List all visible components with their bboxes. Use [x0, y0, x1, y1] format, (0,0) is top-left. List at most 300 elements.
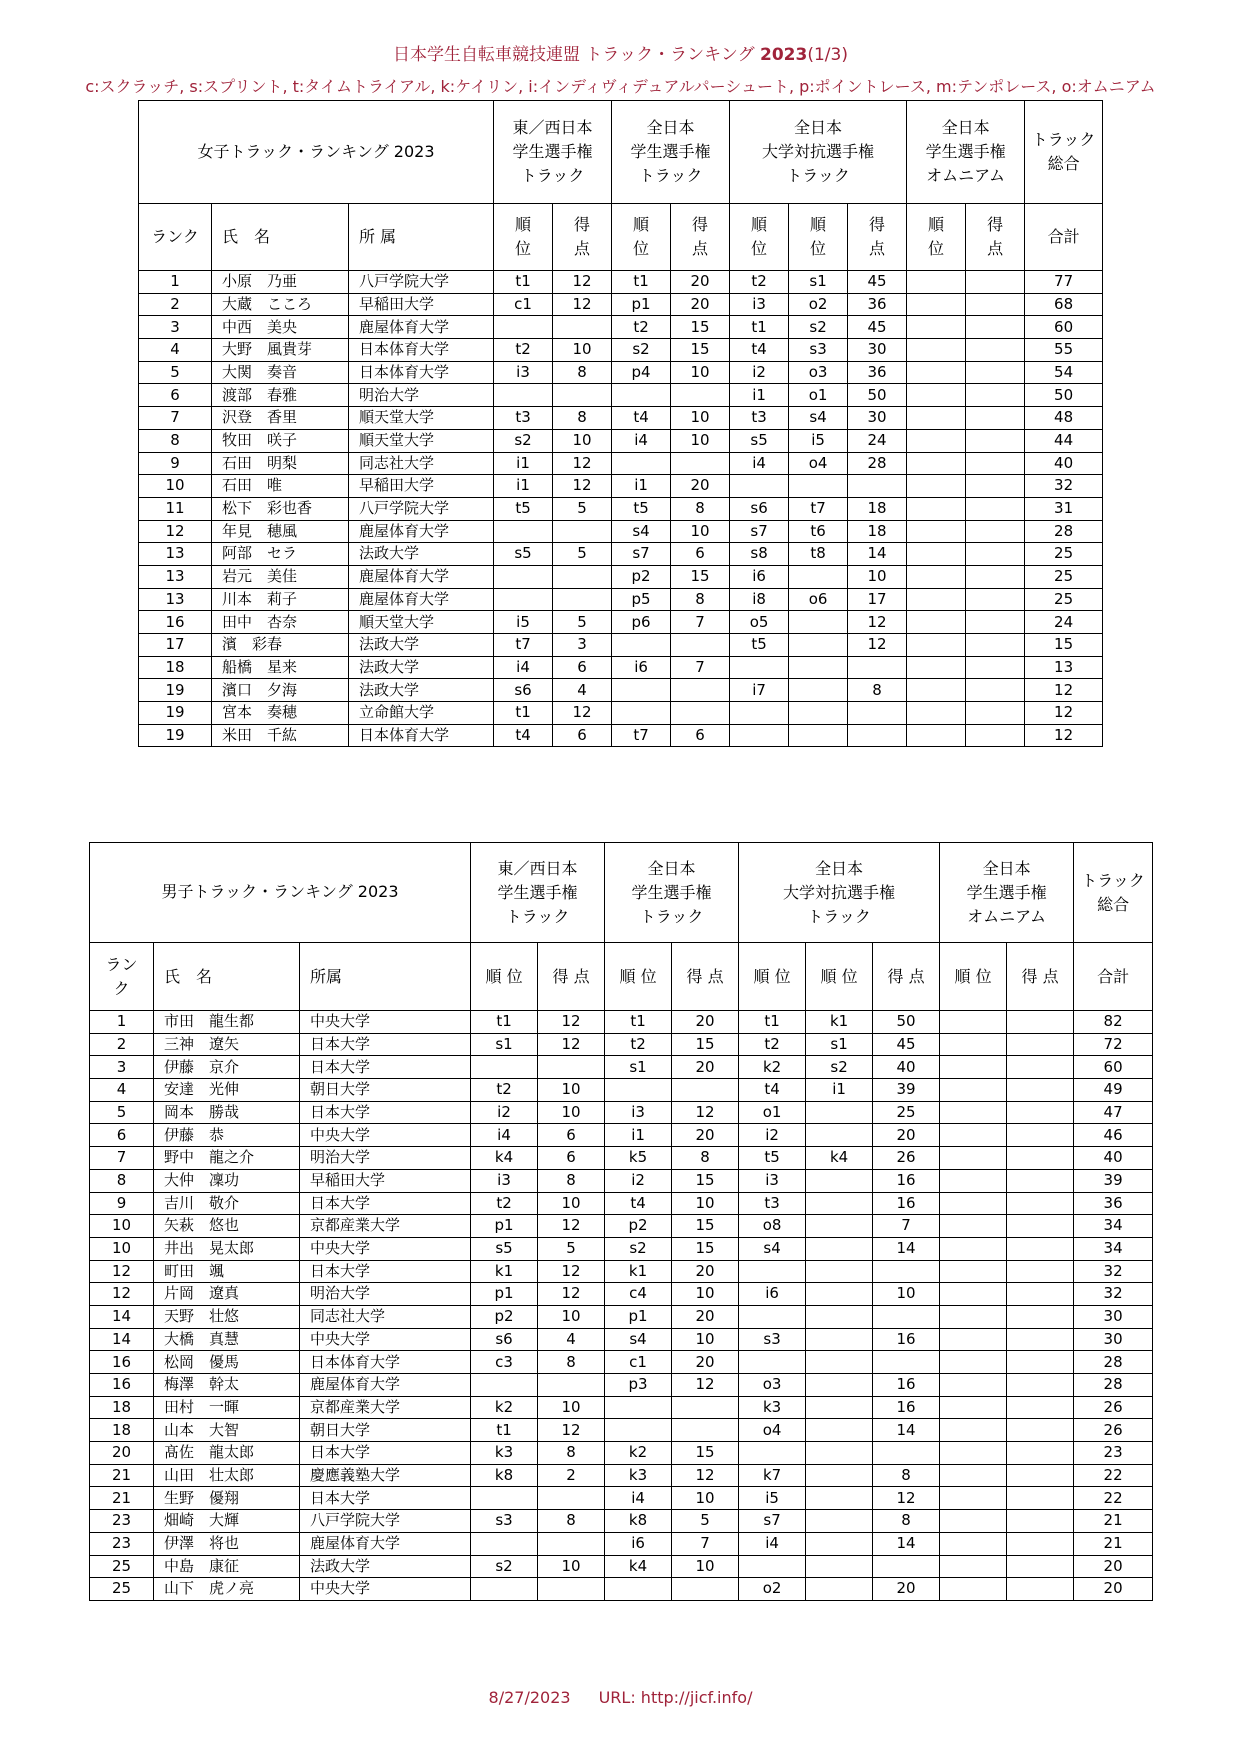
cell-aj-points [672, 1396, 739, 1419]
cell-total: 26 [1074, 1419, 1153, 1442]
table-row [90, 1011, 1153, 1034]
cell-total: 46 [1074, 1124, 1153, 1147]
cell-rank: 13 [139, 588, 212, 611]
cell-aj-points: 20 [672, 1124, 739, 1147]
cell-aj-place: i1 [612, 475, 671, 498]
cell-aj-place [612, 452, 671, 475]
cell-name: 三神 遼矢 [154, 1033, 300, 1056]
header-points: 得 点 [966, 204, 1025, 271]
cell-ew-points: 6 [538, 1124, 605, 1147]
cell-name: 天野 壮悠 [154, 1305, 300, 1328]
cell-affiliation: 明治大学 [349, 384, 494, 407]
cell-rank: 12 [90, 1283, 154, 1306]
cell-ic-place-1: i4 [739, 1532, 806, 1555]
cell-name: 山田 壮太郎 [154, 1464, 300, 1487]
cell-rank: 23 [90, 1510, 154, 1533]
cell-ic-place-2: o2 [789, 293, 848, 316]
cell-rank: 6 [139, 384, 212, 407]
cell-ew-place: t1 [494, 702, 553, 725]
cell-total: 32 [1074, 1260, 1153, 1283]
cell-ic-place-1: i6 [730, 565, 789, 588]
cell-ew-place: p1 [471, 1283, 538, 1306]
cell-aj-points [671, 702, 730, 725]
cell-affiliation: 法政大学 [349, 656, 494, 679]
cell-total: 40 [1074, 1147, 1153, 1170]
cell-affiliation: 日本体育大学 [349, 724, 494, 747]
cell-ic-place-1: k7 [739, 1464, 806, 1487]
cell-total: 23 [1074, 1442, 1153, 1465]
header-total: トラック 総合 [1025, 101, 1103, 204]
cell-rank: 21 [90, 1487, 154, 1510]
cell-ic-points: 16 [873, 1374, 940, 1397]
table-row [139, 724, 1103, 747]
cell-ic-place-1: s7 [739, 1510, 806, 1533]
cell-ew-points: 5 [538, 1237, 605, 1260]
cell-aj-place: i3 [605, 1101, 672, 1124]
cell-om-place [907, 452, 966, 475]
cell-ic-place-2: s2 [806, 1056, 873, 1079]
cell-om-points [1007, 1442, 1074, 1465]
cell-om-points [966, 679, 1025, 702]
cell-om-place [907, 520, 966, 543]
cell-rank: 17 [139, 634, 212, 657]
table-row [90, 1192, 1153, 1215]
men-table-caption: 男子トラック・ランキング 2023 [90, 843, 471, 943]
cell-total: 13 [1025, 656, 1103, 679]
cell-ew-points [538, 1578, 605, 1601]
cell-name: 田中 杏奈 [212, 611, 349, 634]
cell-ew-place: i3 [494, 361, 553, 384]
cell-ic-place-1: s7 [730, 520, 789, 543]
cell-name: 渡部 春雅 [212, 384, 349, 407]
table-row [90, 1532, 1153, 1555]
cell-ic-points: 18 [848, 497, 907, 520]
cell-ic-place-1 [739, 1260, 806, 1283]
cell-ic-place-2 [789, 702, 848, 725]
cell-om-points [1007, 1578, 1074, 1601]
cell-om-points [966, 543, 1025, 566]
cell-ic-place-2 [789, 656, 848, 679]
cell-affiliation: 八戸学院大学 [349, 271, 494, 294]
cell-aj-points: 10 [671, 429, 730, 452]
cell-ew-place: i1 [494, 475, 553, 498]
cell-ic-points [873, 1555, 940, 1578]
cell-total: 15 [1025, 634, 1103, 657]
table-row [90, 1464, 1153, 1487]
cell-rank: 5 [90, 1101, 154, 1124]
cell-ic-points [873, 1305, 940, 1328]
cell-aj-points [671, 384, 730, 407]
cell-ew-place: i2 [471, 1101, 538, 1124]
cell-om-points [966, 634, 1025, 657]
cell-om-points [1007, 1419, 1074, 1442]
cell-ew-place: s2 [471, 1555, 538, 1578]
table-row [90, 1056, 1153, 1079]
event-legend: c:スクラッチ, s:スプリント, t:タイムトライアル, k:ケイリン, i:インディヴィデュアルパーシュート, p:ポイントレース, m:テンポレース, o:オムニアム [85, 77, 1156, 96]
cell-om-points [966, 702, 1025, 725]
cell-total: 48 [1025, 407, 1103, 430]
cell-ic-place-1: i7 [730, 679, 789, 702]
cell-rank: 4 [90, 1079, 154, 1102]
cell-name: 大野 風貴芽 [212, 339, 349, 362]
cell-aj-place: p6 [612, 611, 671, 634]
cell-ic-place-2 [806, 1419, 873, 1442]
cell-total: 32 [1025, 475, 1103, 498]
cell-ew-place: s5 [471, 1237, 538, 1260]
title-main: 日本学生自転車競技連盟 トラック・ランキング [393, 45, 760, 65]
header-points: 得 点 [873, 943, 940, 1011]
cell-affiliation: 京都産業大学 [300, 1215, 471, 1238]
table-row [90, 1169, 1153, 1192]
cell-ic-place-2: k4 [806, 1147, 873, 1170]
cell-om-points [1007, 1374, 1074, 1397]
cell-affiliation: 朝日大学 [300, 1079, 471, 1102]
cell-total: 12 [1025, 702, 1103, 725]
table-row [90, 1101, 1153, 1124]
table-row [139, 565, 1103, 588]
cell-ew-points: 10 [538, 1192, 605, 1215]
cell-aj-points: 12 [672, 1374, 739, 1397]
cell-om-place [940, 1147, 1007, 1170]
cell-aj-place: s4 [605, 1328, 672, 1351]
cell-ic-points: 40 [873, 1056, 940, 1079]
cell-om-place [940, 1510, 1007, 1533]
cell-aj-points: 12 [672, 1101, 739, 1124]
cell-ew-place: t2 [471, 1079, 538, 1102]
cell-rank: 8 [139, 429, 212, 452]
cell-rank: 13 [139, 543, 212, 566]
cell-ew-points [538, 1056, 605, 1079]
cell-aj-points: 15 [671, 316, 730, 339]
cell-ic-place-2 [806, 1510, 873, 1533]
header-place: 順 位 [605, 943, 672, 1011]
header-points: 得 点 [553, 204, 612, 271]
cell-ew-points: 4 [553, 679, 612, 702]
cell-affiliation: 日本体育大学 [349, 361, 494, 384]
cell-aj-place [612, 702, 671, 725]
table-row [90, 1578, 1153, 1601]
cell-ic-place-1: i8 [730, 588, 789, 611]
cell-name: 矢萩 悠也 [154, 1215, 300, 1238]
cell-total: 25 [1025, 588, 1103, 611]
cell-om-place [940, 1532, 1007, 1555]
table-row [90, 1305, 1153, 1328]
cell-aj-place: s2 [605, 1237, 672, 1260]
cell-name: 大仲 凜功 [154, 1169, 300, 1192]
cell-affiliation: 明治大学 [300, 1283, 471, 1306]
cell-total: 31 [1025, 497, 1103, 520]
cell-ic-place-1: i2 [730, 361, 789, 384]
cell-ic-points: 16 [873, 1192, 940, 1215]
cell-total: 24 [1025, 611, 1103, 634]
cell-affiliation: 法政大学 [300, 1555, 471, 1578]
cell-om-place [907, 316, 966, 339]
cell-aj-place: p1 [612, 293, 671, 316]
cell-ic-points: 7 [873, 1215, 940, 1238]
cell-ic-place-2 [806, 1305, 873, 1328]
cell-affiliation: 八戸学院大学 [349, 497, 494, 520]
cell-affiliation: 中央大学 [300, 1237, 471, 1260]
cell-ew-place: s6 [494, 679, 553, 702]
cell-name: 年見 穂風 [212, 520, 349, 543]
cell-ic-points: 14 [848, 543, 907, 566]
cell-ic-place-1: t1 [730, 316, 789, 339]
cell-affiliation: 日本体育大学 [349, 339, 494, 362]
cell-name: 町田 颯 [154, 1260, 300, 1283]
cell-affiliation: 同志社大学 [300, 1305, 471, 1328]
cell-rank: 11 [139, 497, 212, 520]
cell-aj-place: t5 [612, 497, 671, 520]
cell-om-place [907, 384, 966, 407]
table-row [139, 520, 1103, 543]
cell-ic-place-1: i5 [739, 1487, 806, 1510]
header-total: トラック 総合 [1074, 843, 1153, 943]
cell-ic-place-1: s8 [730, 543, 789, 566]
cell-ew-points: 6 [538, 1147, 605, 1170]
cell-ew-points [538, 1374, 605, 1397]
cell-total: 20 [1074, 1555, 1153, 1578]
cell-ic-place-2 [789, 611, 848, 634]
table-row [90, 1237, 1153, 1260]
cell-name: 吉川 敬介 [154, 1192, 300, 1215]
cell-ic-points: 25 [873, 1101, 940, 1124]
header-points: 得 点 [1007, 943, 1074, 1011]
cell-om-points [966, 565, 1025, 588]
cell-ew-place: t3 [494, 407, 553, 430]
cell-name: 牧田 咲子 [212, 429, 349, 452]
cell-ic-points: 20 [873, 1578, 940, 1601]
cell-ew-place [471, 1374, 538, 1397]
cell-name: 山下 虎ノ亮 [154, 1578, 300, 1601]
cell-ew-place: k8 [471, 1464, 538, 1487]
cell-ic-place-1: t2 [739, 1033, 806, 1056]
cell-aj-points [671, 452, 730, 475]
header-eastwest: 東／西日本 学生選手権 トラック [494, 101, 612, 204]
cell-om-points [1007, 1056, 1074, 1079]
cell-name: 野中 龍之介 [154, 1147, 300, 1170]
cell-ew-points: 10 [553, 339, 612, 362]
cell-ew-place [471, 1487, 538, 1510]
cell-ew-points: 10 [538, 1396, 605, 1419]
cell-aj-place: t2 [612, 316, 671, 339]
cell-ew-place: p2 [471, 1305, 538, 1328]
cell-aj-place: p3 [605, 1374, 672, 1397]
cell-ic-place-1: t3 [730, 407, 789, 430]
cell-ic-place-1: s5 [730, 429, 789, 452]
cell-ic-points: 45 [848, 271, 907, 294]
cell-aj-points: 8 [671, 588, 730, 611]
table-row [90, 1555, 1153, 1578]
cell-ic-place-2 [806, 1464, 873, 1487]
cell-ic-place-1: t5 [739, 1147, 806, 1170]
cell-aj-points: 10 [671, 361, 730, 384]
table-row [90, 1215, 1153, 1238]
cell-rank: 3 [90, 1056, 154, 1079]
cell-ew-points: 12 [553, 475, 612, 498]
cell-ic-place-2 [806, 1169, 873, 1192]
cell-aj-points: 6 [671, 543, 730, 566]
cell-om-place [907, 588, 966, 611]
cell-affiliation: 順天堂大学 [349, 611, 494, 634]
cell-rank: 18 [90, 1419, 154, 1442]
cell-rank: 1 [90, 1011, 154, 1034]
cell-om-place [940, 1396, 1007, 1419]
cell-om-points [966, 384, 1025, 407]
cell-om-place [907, 702, 966, 725]
table-row [90, 1147, 1153, 1170]
cell-name: 川本 莉子 [212, 588, 349, 611]
cell-aj-points: 8 [672, 1147, 739, 1170]
cell-name: 生野 優翔 [154, 1487, 300, 1510]
cell-ew-points: 12 [553, 271, 612, 294]
header-affiliation: 所属 [300, 943, 471, 1011]
cell-om-points [1007, 1079, 1074, 1102]
cell-total: 40 [1025, 452, 1103, 475]
cell-ic-place-1: i1 [730, 384, 789, 407]
cell-affiliation: 八戸学院大学 [300, 1510, 471, 1533]
cell-om-place [907, 361, 966, 384]
cell-ew-place: i4 [471, 1124, 538, 1147]
cell-ic-place-2 [806, 1101, 873, 1124]
cell-total: 25 [1025, 565, 1103, 588]
cell-ew-place: s2 [494, 429, 553, 452]
title-page: (1/3) [807, 45, 848, 65]
cell-ic-place-2 [806, 1351, 873, 1374]
cell-total: 28 [1074, 1374, 1153, 1397]
table-row [139, 611, 1103, 634]
cell-aj-place: p5 [612, 588, 671, 611]
cell-om-points [1007, 1555, 1074, 1578]
cell-om-place [907, 339, 966, 362]
cell-om-place [940, 1419, 1007, 1442]
cell-aj-points: 12 [672, 1464, 739, 1487]
cell-ic-place-2 [806, 1328, 873, 1351]
cell-affiliation: 鹿屋体育大学 [349, 316, 494, 339]
cell-total: 20 [1074, 1578, 1153, 1601]
cell-aj-place: k5 [605, 1147, 672, 1170]
cell-om-place [940, 1351, 1007, 1374]
cell-total: 21 [1074, 1532, 1153, 1555]
cell-ew-points: 8 [538, 1442, 605, 1465]
header-affiliation: 所 属 [349, 204, 494, 271]
table-row [139, 407, 1103, 430]
header-place: 順 位 [494, 204, 553, 271]
cell-rank: 10 [90, 1215, 154, 1238]
cell-affiliation: 中央大学 [300, 1124, 471, 1147]
cell-om-points [966, 452, 1025, 475]
cell-ic-place-1 [730, 656, 789, 679]
cell-name: 田村 一暉 [154, 1396, 300, 1419]
cell-affiliation: 中央大学 [300, 1328, 471, 1351]
cell-rank: 13 [139, 565, 212, 588]
header-points: 得 点 [672, 943, 739, 1011]
cell-ic-points: 20 [873, 1124, 940, 1147]
cell-ic-place-1: s4 [739, 1237, 806, 1260]
cell-ew-points: 4 [538, 1328, 605, 1351]
cell-om-place [907, 679, 966, 702]
cell-name: 石田 唯 [212, 475, 349, 498]
cell-aj-place: t4 [605, 1192, 672, 1215]
cell-aj-place [605, 1396, 672, 1419]
cell-ew-points: 8 [538, 1169, 605, 1192]
cell-aj-points: 8 [671, 497, 730, 520]
men-ranking-table [89, 842, 1153, 1601]
cell-name: 安達 光伸 [154, 1079, 300, 1102]
cell-total: 21 [1074, 1510, 1153, 1533]
header-name: 氏 名 [212, 204, 349, 271]
cell-aj-place [612, 679, 671, 702]
cell-aj-place [612, 384, 671, 407]
cell-rank: 18 [139, 656, 212, 679]
cell-total: 34 [1074, 1215, 1153, 1238]
cell-aj-place: i6 [605, 1532, 672, 1555]
cell-om-place [940, 1464, 1007, 1487]
cell-ic-points: 30 [848, 407, 907, 430]
title-year: 2023 [760, 45, 808, 65]
cell-name: 濱 彩春 [212, 634, 349, 657]
table-row [139, 271, 1103, 294]
cell-rank: 14 [90, 1305, 154, 1328]
cell-total: 49 [1074, 1079, 1153, 1102]
cell-om-points [1007, 1215, 1074, 1238]
cell-om-place [940, 1056, 1007, 1079]
cell-total: 36 [1074, 1192, 1153, 1215]
cell-ew-points [553, 384, 612, 407]
cell-om-points [966, 588, 1025, 611]
cell-aj-place [605, 1578, 672, 1601]
cell-ic-place-2: i1 [806, 1079, 873, 1102]
cell-ic-points: 16 [873, 1328, 940, 1351]
cell-aj-points: 10 [672, 1487, 739, 1510]
cell-ic-place-1 [739, 1305, 806, 1328]
cell-ew-points: 5 [553, 543, 612, 566]
cell-aj-place: k2 [605, 1442, 672, 1465]
cell-aj-place: s7 [612, 543, 671, 566]
cell-ic-place-2 [806, 1532, 873, 1555]
cell-affiliation: 日本大学 [300, 1101, 471, 1124]
cell-ic-points [848, 702, 907, 725]
cell-om-place [940, 1260, 1007, 1283]
cell-ic-points: 39 [873, 1079, 940, 1102]
cell-om-points [1007, 1101, 1074, 1124]
cell-ew-place [494, 565, 553, 588]
cell-affiliation: 日本大学 [300, 1442, 471, 1465]
cell-aj-points: 15 [672, 1215, 739, 1238]
cell-total: 25 [1025, 543, 1103, 566]
header-place: 順 位 [789, 204, 848, 271]
cell-om-points [1007, 1237, 1074, 1260]
women-table-caption: 女子トラック・ランキング 2023 [139, 101, 494, 204]
cell-ew-place [471, 1056, 538, 1079]
cell-om-place [907, 271, 966, 294]
cell-rank: 10 [139, 475, 212, 498]
cell-rank: 5 [139, 361, 212, 384]
cell-ew-place: s6 [471, 1328, 538, 1351]
cell-ew-points [553, 588, 612, 611]
cell-aj-points: 20 [671, 271, 730, 294]
cell-total: 50 [1025, 384, 1103, 407]
cell-aj-points: 10 [672, 1283, 739, 1306]
cell-ew-place: s1 [471, 1033, 538, 1056]
cell-affiliation: 朝日大学 [300, 1419, 471, 1442]
cell-ic-place-1: i2 [739, 1124, 806, 1147]
cell-om-place [940, 1169, 1007, 1192]
cell-om-points [966, 293, 1025, 316]
cell-ew-place: k3 [471, 1442, 538, 1465]
cell-total: 72 [1074, 1033, 1153, 1056]
cell-ic-points: 14 [873, 1532, 940, 1555]
cell-name: 井出 晃太郎 [154, 1237, 300, 1260]
